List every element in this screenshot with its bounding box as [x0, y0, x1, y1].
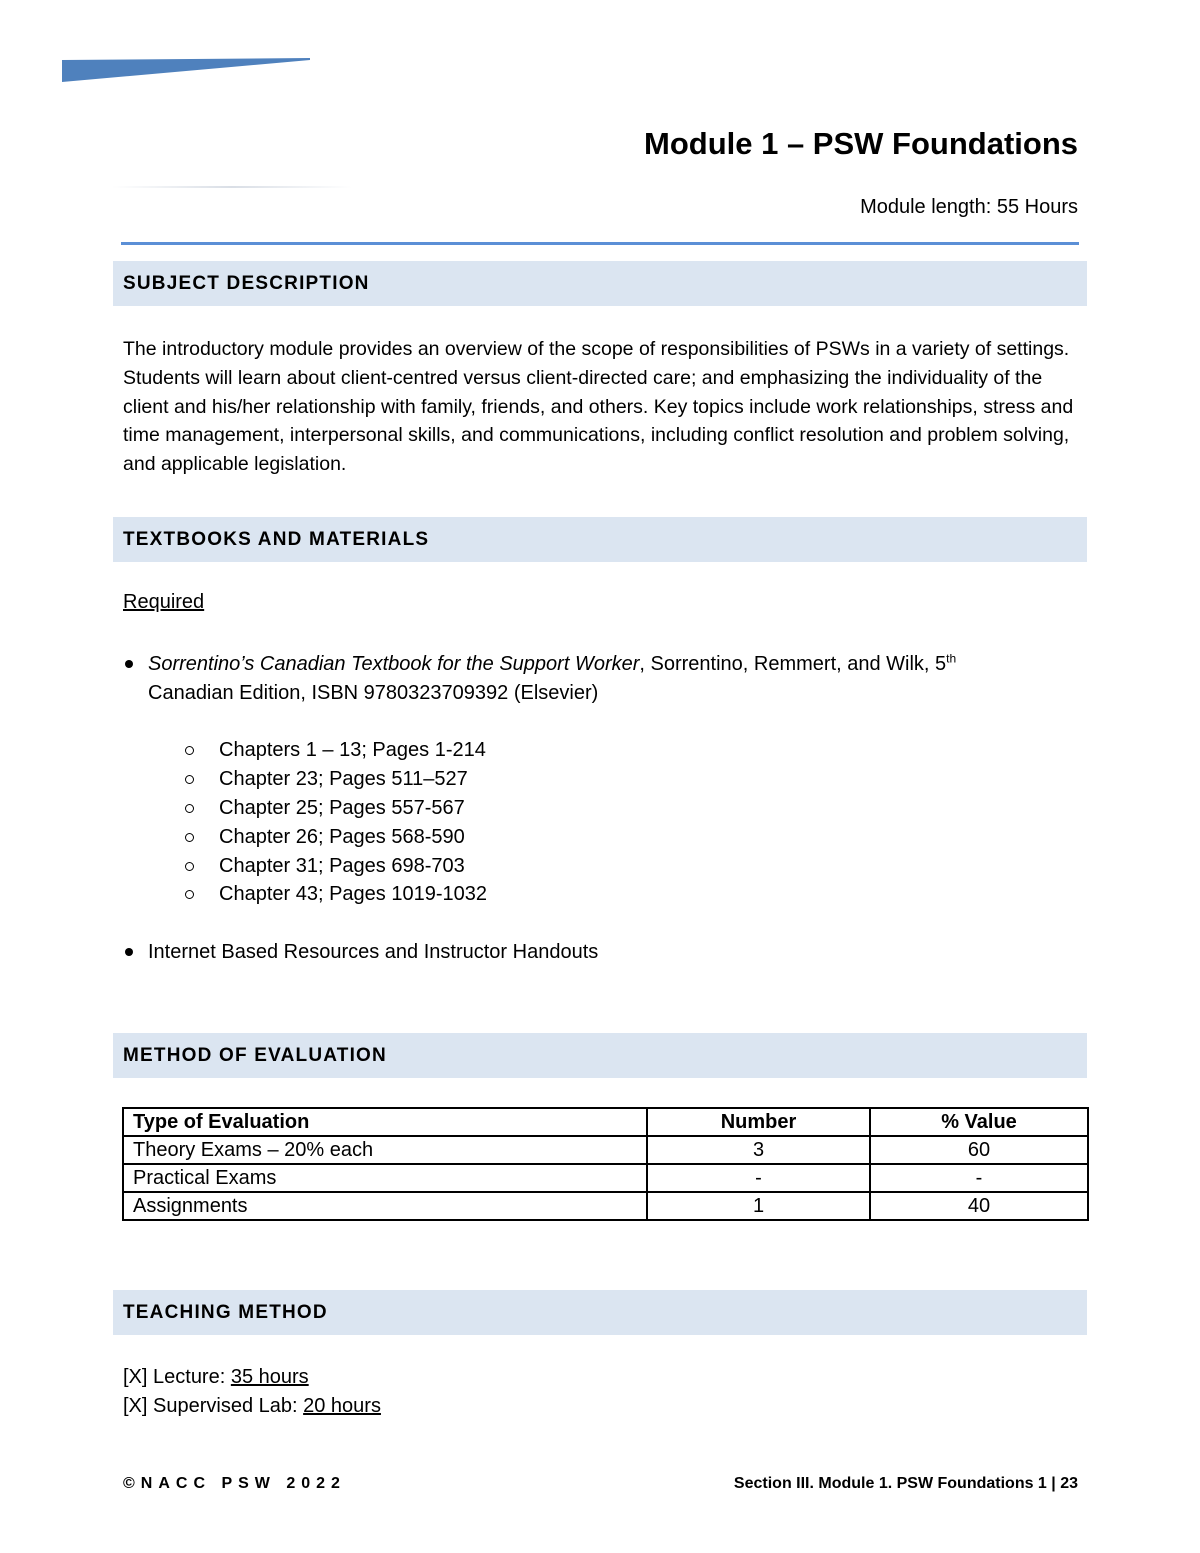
module-length: Module length: 55 Hours — [860, 196, 1078, 218]
table-cell: Theory Exams – 20% each — [123, 1136, 647, 1164]
section-heading-teaching: TEACHING METHOD — [113, 1290, 1087, 1335]
list-item — [182, 880, 487, 909]
teaching-lecture — [123, 1366, 309, 1389]
table-cell: 3 — [647, 1136, 870, 1164]
list-item — [182, 794, 487, 823]
teaching-lab — [123, 1395, 381, 1418]
list-item — [182, 823, 487, 852]
evaluation-table — [122, 1107, 1089, 1221]
header-accent-bar — [62, 58, 310, 82]
chapter-text: Chapter 43; Pages 1019-1032 — [219, 883, 487, 906]
page-title: Module 1 – PSW Foundations — [644, 126, 1078, 161]
internet-resources-text: Internet Based Resources and Instructor Handouts — [148, 941, 599, 963]
circle-bullet-icon — [185, 833, 194, 842]
bullet-icon — [125, 660, 133, 668]
table-cell: 60 — [870, 1136, 1088, 1164]
circle-bullet-icon — [185, 862, 194, 871]
lecture-hours: 35 hours — [230, 1366, 309, 1388]
circle-bullet-icon — [185, 804, 194, 813]
chapter-text: Chapter 31; Pages 698-703 — [219, 854, 465, 877]
bullet-icon — [125, 948, 133, 956]
circle-bullet-icon — [185, 890, 194, 899]
list-item — [182, 852, 487, 881]
list-item — [182, 736, 487, 765]
circle-bullet-icon — [185, 746, 194, 755]
header-rule — [121, 242, 1079, 245]
list-item — [182, 765, 487, 794]
lab-label: [X] Supervised Lab: — [123, 1395, 304, 1417]
chapter-text: Chapter 25; Pages 557-567 — [219, 796, 465, 819]
subject-description-text: The introductory module provides an overview of the scope of responsibilities of PSWs in a variety of settings. Students will learn about client-centred versus client-directed care; and emphasizing the individuality of the client and his/her relationship with family, friends, and others. Key topics include work relationships, stress and time management, interpersonal skills, and communications, including conflict resolution and problem solving, and applicable legislation. — [123, 338, 1074, 476]
chapter-text: Chapter 23; Pages 511–527 — [219, 767, 468, 790]
chapter-list — [182, 736, 487, 909]
table-cell: 1 — [647, 1192, 870, 1220]
lecture-label: [X] Lecture: — [123, 1366, 231, 1388]
column-header: % Value — [870, 1108, 1088, 1136]
column-header: Type of Evaluation — [123, 1108, 647, 1136]
table-cell: Practical Exams — [123, 1164, 647, 1192]
section-heading-textbooks: TEXTBOOKS AND MATERIALS — [113, 517, 1087, 562]
decorative-line — [112, 186, 352, 188]
edition-superscript: th — [946, 651, 957, 666]
table-row — [123, 1136, 1088, 1164]
section-heading-subject-description: SUBJECT DESCRIPTION — [113, 261, 1087, 306]
table-cell: - — [870, 1164, 1088, 1192]
table-cell: Assignments — [123, 1192, 647, 1220]
table-header-row — [123, 1108, 1088, 1136]
table-cell: 40 — [870, 1192, 1088, 1220]
required-label: Required — [123, 591, 205, 613]
table-cell: - — [647, 1164, 870, 1192]
footer-copyright: ©NACC PSW 2022 — [123, 1475, 346, 1492]
textbook-edition: Canadian Edition, ISBN 9780323709392 (Elsevier) — [148, 681, 599, 704]
textbook-authors: , Sorrentino, Remmert, and Wilk, 5 — [639, 653, 947, 675]
table-row — [123, 1164, 1088, 1192]
circle-bullet-icon — [185, 775, 194, 784]
table-row — [123, 1192, 1088, 1220]
textbook-title: Sorrentino’s Canadian Textbook for the Support Worker — [148, 653, 640, 675]
chapter-text: Chapter 26; Pages 568-590 — [219, 825, 465, 848]
lab-hours: 20 hours — [303, 1395, 381, 1417]
footer-page-info: Section III. Module 1. PSW Foundations 1 | 23 — [733, 1475, 1078, 1492]
column-header: Number — [647, 1108, 870, 1136]
section-heading-evaluation: METHOD OF EVALUATION — [113, 1033, 1087, 1078]
chapter-text: Chapters 1 – 13; Pages 1-214 — [219, 739, 486, 761]
